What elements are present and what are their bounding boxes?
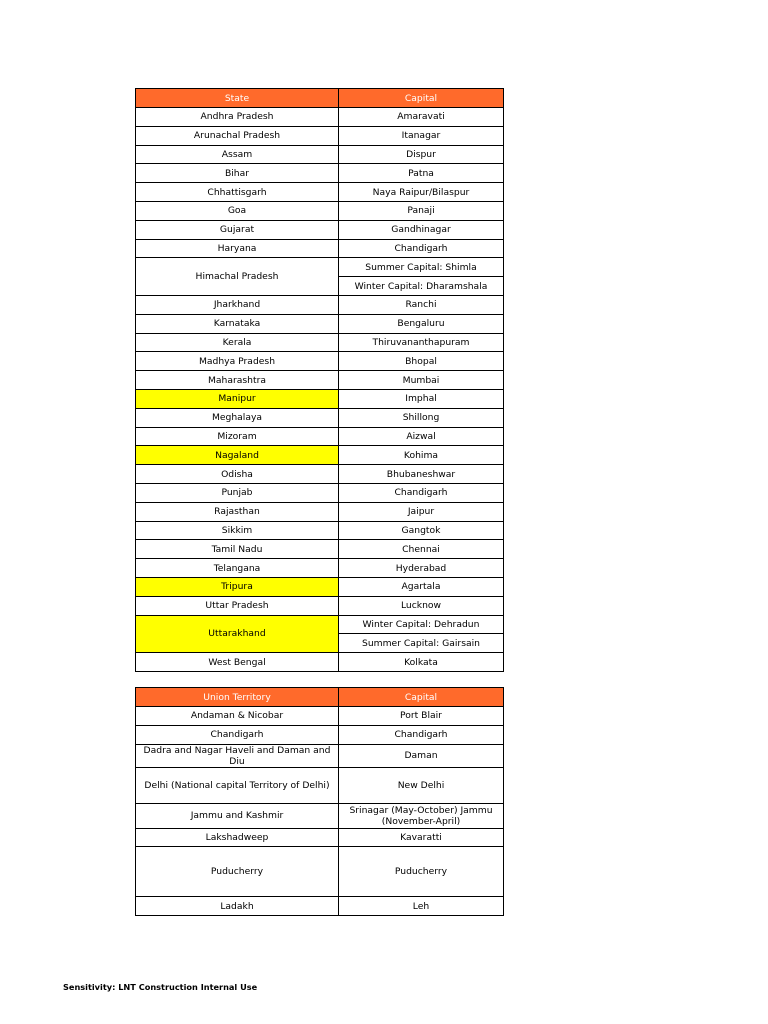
table-header-row (136, 688, 504, 707)
capital-cell: Summer Capital: Gairsain (339, 634, 504, 653)
capital-cell: Puducherry (339, 847, 504, 897)
state-name-cell: Himachal Pradesh (136, 258, 339, 296)
union-territory-cell: Ladakh (136, 897, 339, 916)
state-name-cell: Haryana (136, 239, 339, 258)
union-territories-table (135, 687, 504, 916)
table-row (136, 389, 504, 408)
table-row (136, 164, 504, 183)
table-row (136, 295, 504, 314)
table-header-row (136, 89, 504, 108)
table-row (136, 653, 504, 672)
table-row (136, 577, 504, 596)
capital-cell: Ranchi (339, 295, 504, 314)
table-row (136, 559, 504, 578)
state-name-cell: Sikkim (136, 521, 339, 540)
capital-cell: Jaipur (339, 502, 504, 521)
union-territory-cell: Dadra and Nagar Haveli and Daman and Diu (136, 744, 339, 767)
table-row (136, 239, 504, 258)
table-row (136, 803, 504, 828)
capital-cell: Naya Raipur/Bilaspur (339, 183, 504, 202)
capital-cell: Port Blair (339, 707, 504, 726)
state-name-cell: Madhya Pradesh (136, 352, 339, 371)
column-header-state: State (136, 89, 339, 108)
capital-cell: Bengaluru (339, 314, 504, 333)
capital-cell: Agartala (339, 577, 504, 596)
state-name-cell: Gujarat (136, 220, 339, 239)
column-header-union-territory: Union Territory (136, 688, 339, 707)
table-row (136, 828, 504, 847)
capital-cell: Chennai (339, 540, 504, 559)
capital-cell: Summer Capital: Shimla (339, 258, 504, 277)
states-table (135, 88, 504, 672)
state-name-cell: Tamil Nadu (136, 540, 339, 559)
capital-cell: New Delhi (339, 767, 504, 803)
column-header-capital: Capital (339, 89, 504, 108)
state-name-cell: Manipur (136, 389, 339, 408)
state-name-cell: Bihar (136, 164, 339, 183)
table-row (136, 707, 504, 726)
capital-cell: Dispur (339, 145, 504, 164)
table-row (136, 847, 504, 897)
capital-cell: Patna (339, 164, 504, 183)
state-name-cell: Assam (136, 145, 339, 164)
state-name-cell: Punjab (136, 483, 339, 502)
table-row (136, 744, 504, 767)
table-row (136, 371, 504, 390)
table-row (136, 540, 504, 559)
union-territory-cell: Jammu and Kashmir (136, 803, 339, 828)
table-row (136, 352, 504, 371)
capital-cell: Panaji (339, 201, 504, 220)
capital-cell: Amaravati (339, 108, 504, 127)
union-territory-cell: Andaman & Nicobar (136, 707, 339, 726)
table-row (136, 767, 504, 803)
state-name-cell: Rajasthan (136, 502, 339, 521)
table-row (136, 725, 504, 744)
table-row (136, 183, 504, 202)
table-row (136, 596, 504, 615)
table-row (136, 897, 504, 916)
state-name-cell: Kerala (136, 333, 339, 352)
state-name-cell: Chhattisgarh (136, 183, 339, 202)
table-row (136, 408, 504, 427)
capital-cell: Winter Capital: Dehradun (339, 615, 504, 634)
table-row (136, 220, 504, 239)
state-name-cell: Goa (136, 201, 339, 220)
capital-cell: Winter Capital: Dharamshala (339, 277, 504, 296)
state-name-cell: Jharkhand (136, 295, 339, 314)
capital-cell: Bhopal (339, 352, 504, 371)
state-name-cell: Tripura (136, 577, 339, 596)
capital-cell: Chandigarh (339, 239, 504, 258)
capital-cell: Mumbai (339, 371, 504, 390)
capital-cell: Chandigarh (339, 483, 504, 502)
table-row (136, 126, 504, 145)
capital-cell: Daman (339, 744, 504, 767)
state-name-cell: Mizoram (136, 427, 339, 446)
table-row (136, 483, 504, 502)
capital-cell: Gangtok (339, 521, 504, 540)
capital-cell: Srinagar (May-October) Jammu (November-April) (339, 803, 504, 828)
state-name-cell: Meghalaya (136, 408, 339, 427)
table-row (136, 446, 504, 465)
table-row (136, 521, 504, 540)
capital-cell: Thiruvananthapuram (339, 333, 504, 352)
union-territory-cell: Lakshadweep (136, 828, 339, 847)
union-territory-cell: Chandigarh (136, 725, 339, 744)
table-row (136, 108, 504, 127)
sensitivity-footer: Sensitivity: LNT Construction Internal Use (63, 982, 258, 992)
table-row (136, 333, 504, 352)
table-row (136, 201, 504, 220)
capital-cell: Aizwal (339, 427, 504, 446)
table-row (136, 465, 504, 484)
capital-cell: Shillong (339, 408, 504, 427)
capital-cell: Itanagar (339, 126, 504, 145)
table-row (136, 427, 504, 446)
state-name-cell: Nagaland (136, 446, 339, 465)
state-name-cell: Uttar Pradesh (136, 596, 339, 615)
capital-cell: Kolkata (339, 653, 504, 672)
capital-cell: Gandhinagar (339, 220, 504, 239)
capital-cell: Kohima (339, 446, 504, 465)
table-row (136, 258, 504, 277)
union-territory-cell: Delhi (National capital Territory of Delhi) (136, 767, 339, 803)
capital-cell: Lucknow (339, 596, 504, 615)
ut-table-body (136, 688, 504, 916)
capital-cell: Imphal (339, 389, 504, 408)
state-name-cell: Karnataka (136, 314, 339, 333)
state-name-cell: Telangana (136, 559, 339, 578)
table-row (136, 615, 504, 634)
capital-cell: Bhubaneshwar (339, 465, 504, 484)
column-header-capital: Capital (339, 688, 504, 707)
states-table-body (136, 89, 504, 672)
capital-cell: Leh (339, 897, 504, 916)
union-territory-cell: Puducherry (136, 847, 339, 897)
state-name-cell: West Bengal (136, 653, 339, 672)
capital-cell: Kavaratti (339, 828, 504, 847)
state-name-cell: Arunachal Pradesh (136, 126, 339, 145)
table-row (136, 314, 504, 333)
capital-cell: Hyderabad (339, 559, 504, 578)
state-name-cell: Andhra Pradesh (136, 108, 339, 127)
state-name-cell: Odisha (136, 465, 339, 484)
table-row (136, 145, 504, 164)
table-row (136, 502, 504, 521)
state-name-cell: Uttarakhand (136, 615, 339, 653)
state-name-cell: Maharashtra (136, 371, 339, 390)
capital-cell: Chandigarh (339, 725, 504, 744)
